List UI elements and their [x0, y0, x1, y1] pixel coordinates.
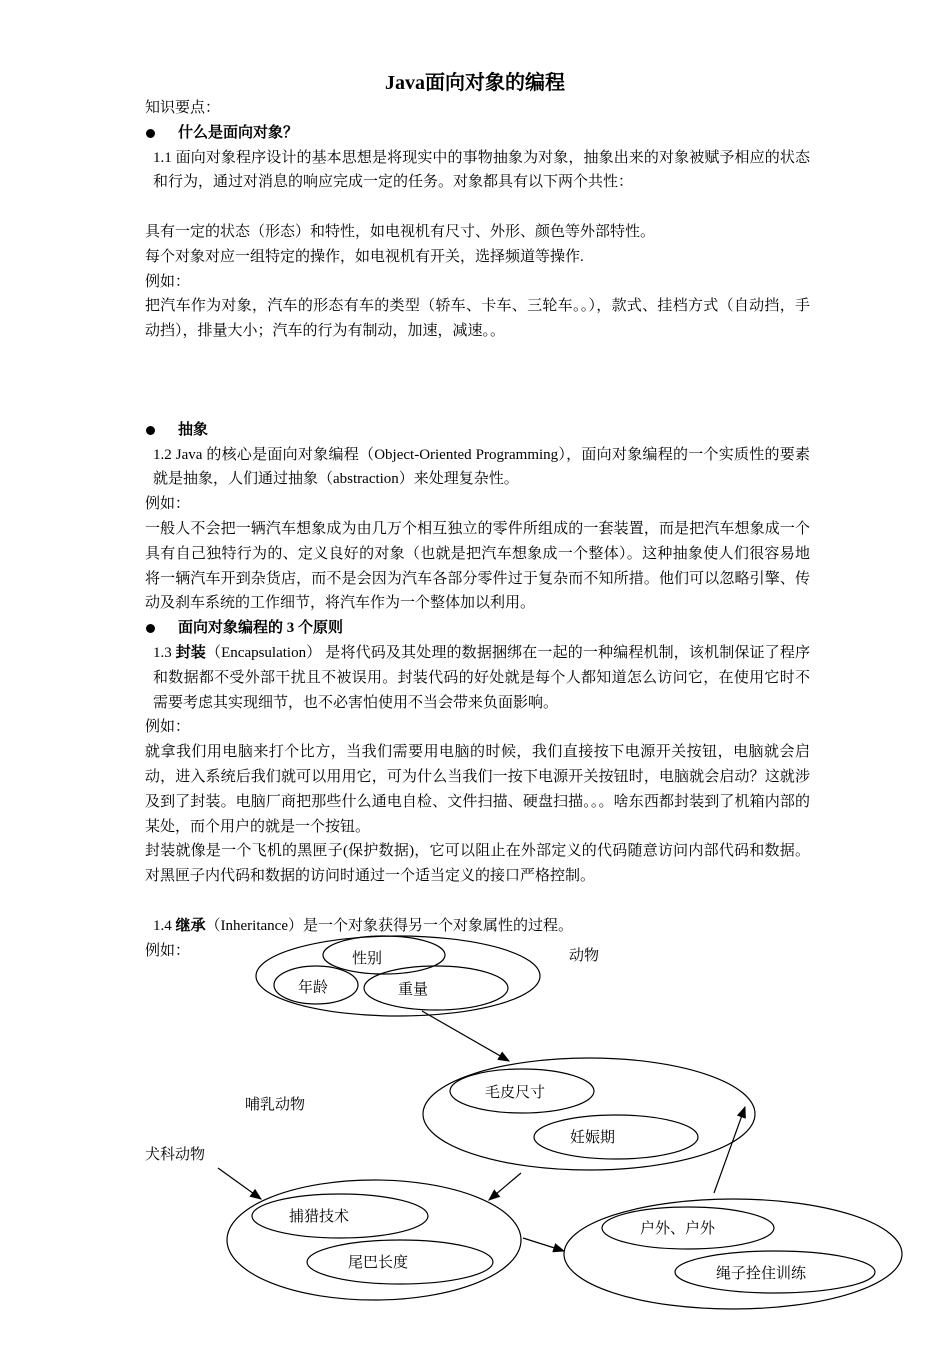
animal-label: 动物	[569, 948, 600, 964]
example-label: 例如：	[145, 942, 191, 959]
arrow	[422, 1011, 509, 1061]
paragraph: 1.1 面向对象程序设计的基本思想是将现实中的事物抽象为对象，抽象出来的对象被赋予相应的状态和行为，通过对消息的响应完成一定的任务。对象都具有以下两个共性：	[153, 149, 810, 191]
section-heading-text: 什么是面向对象？	[178, 124, 299, 141]
attr-ellipse	[323, 936, 445, 974]
attr-ellipse	[534, 1115, 698, 1159]
attr-label: 年龄	[298, 980, 329, 996]
attr-label: 尾巴长度	[348, 1255, 409, 1271]
section-heading-text: 面向对象编程的 3 个原则	[178, 620, 344, 637]
attr-label: 绳子拴住训练	[716, 1266, 807, 1282]
canine-ellipse	[227, 1180, 521, 1300]
paragraph: 每个对象对应一组特定的操作，如电视机有开关，选择频道等操作.	[145, 248, 584, 265]
number-prefix: 1.3	[153, 644, 176, 661]
attr-label: 性别	[352, 951, 383, 967]
number-prefix: 1.4	[153, 917, 176, 934]
canine-label: 犬科动物	[145, 1147, 206, 1163]
arrow	[523, 1238, 564, 1251]
arrow	[714, 1107, 745, 1193]
paragraph-text: （Inheritance）是一个对象获得另一个对象属性的过程。	[205, 917, 573, 934]
arrow	[218, 1168, 261, 1199]
arrow	[489, 1173, 521, 1200]
paragraph: 一般人不会把一辆汽车想象成为由几万个相互独立的零件所组成的一套装置，而是把汽车想象成一个具有自己独特行为的、定义良好的对象（也就是把汽车想象成一个整体）。这种抽象使人们很容易地将一辆汽车开到杂货店，而不是会因为汽车各部分零件过于复杂而不知所措。他们可以忽略引擎、传动及刹车系统的工作细节，将汽车作为一个整体加以利用。	[145, 520, 810, 612]
attr-label: 捕猎技术	[289, 1209, 350, 1225]
section-heading-text: 抽象	[178, 421, 209, 438]
example-label: 例如：	[145, 719, 191, 736]
attr-label: 重量	[398, 982, 429, 998]
dog-ellipse	[564, 1199, 902, 1309]
paragraph-text: （Encapsulation） 是将代码及其处理的数据捆绑在一起的一种编程机制，该机制保证了程序和数据都不受外部干扰且不被误用。封装代码的好处就是每个人都知道怎么访问它，在使用它时不需要考虑其实现细节，也不必害怕使用不当会带来负面影响。	[153, 644, 810, 711]
paragraph: 封装就像是一个飞机的黑匣子(保护数据)，它可以阻止在外部定义的代码随意访问内部代码和数据。对黑匣子内代码和数据的访问时通过一个适当定义的接口严格控制。	[145, 843, 810, 885]
keyword: 封装	[175, 644, 206, 661]
attr-label: 妊娠期	[570, 1130, 616, 1146]
attr-ellipse	[364, 966, 508, 1010]
intro-label: 知识要点：	[145, 100, 221, 116]
paragraph: 就拿我们用电脑来打个比方，当我们需要用电脑的时候，我们直接按下电源开关按钮，电脑就会启动，进入系统后我们就可以用用它，可为什么当我们一按下电源开关按钮时，电脑就会启动？这就涉及到了封装。电脑厂商把那些什么通电自检、文件扫描、硬盘扫描。。。啥东西都封装到了机箱内部的某处，而个用户的就是一个按钮。	[145, 744, 810, 835]
keyword: 继承	[175, 917, 206, 934]
example-label: 例如：	[145, 273, 191, 290]
paragraph: 1.2 Java 的核心是面向对象编程（Object-Oriented Programming），面向对象编程的一个实质性的要素就是抽象，人们通过抽象（abstraction）来处理复杂性。	[153, 446, 810, 488]
mammal-label: 哺乳动物	[245, 1097, 306, 1113]
attr-label: 毛皮尺寸	[485, 1085, 546, 1101]
attr-label: 户外、户外	[640, 1221, 716, 1237]
paragraph: 具有一定的状态（形态）和特性，如电视机有尺寸、外形、颜色等外部特性。	[145, 223, 656, 240]
page-title: Java面向对象的编程	[385, 72, 565, 94]
paragraph: 把汽车作为对象，汽车的形态有车的类型（轿车、卡车、三轮车。。），款式、挂档方式（自动挡，手动挡），排量大小；汽车的行为有制动，加速，减速。。	[145, 298, 810, 340]
example-label: 例如：	[145, 496, 191, 513]
